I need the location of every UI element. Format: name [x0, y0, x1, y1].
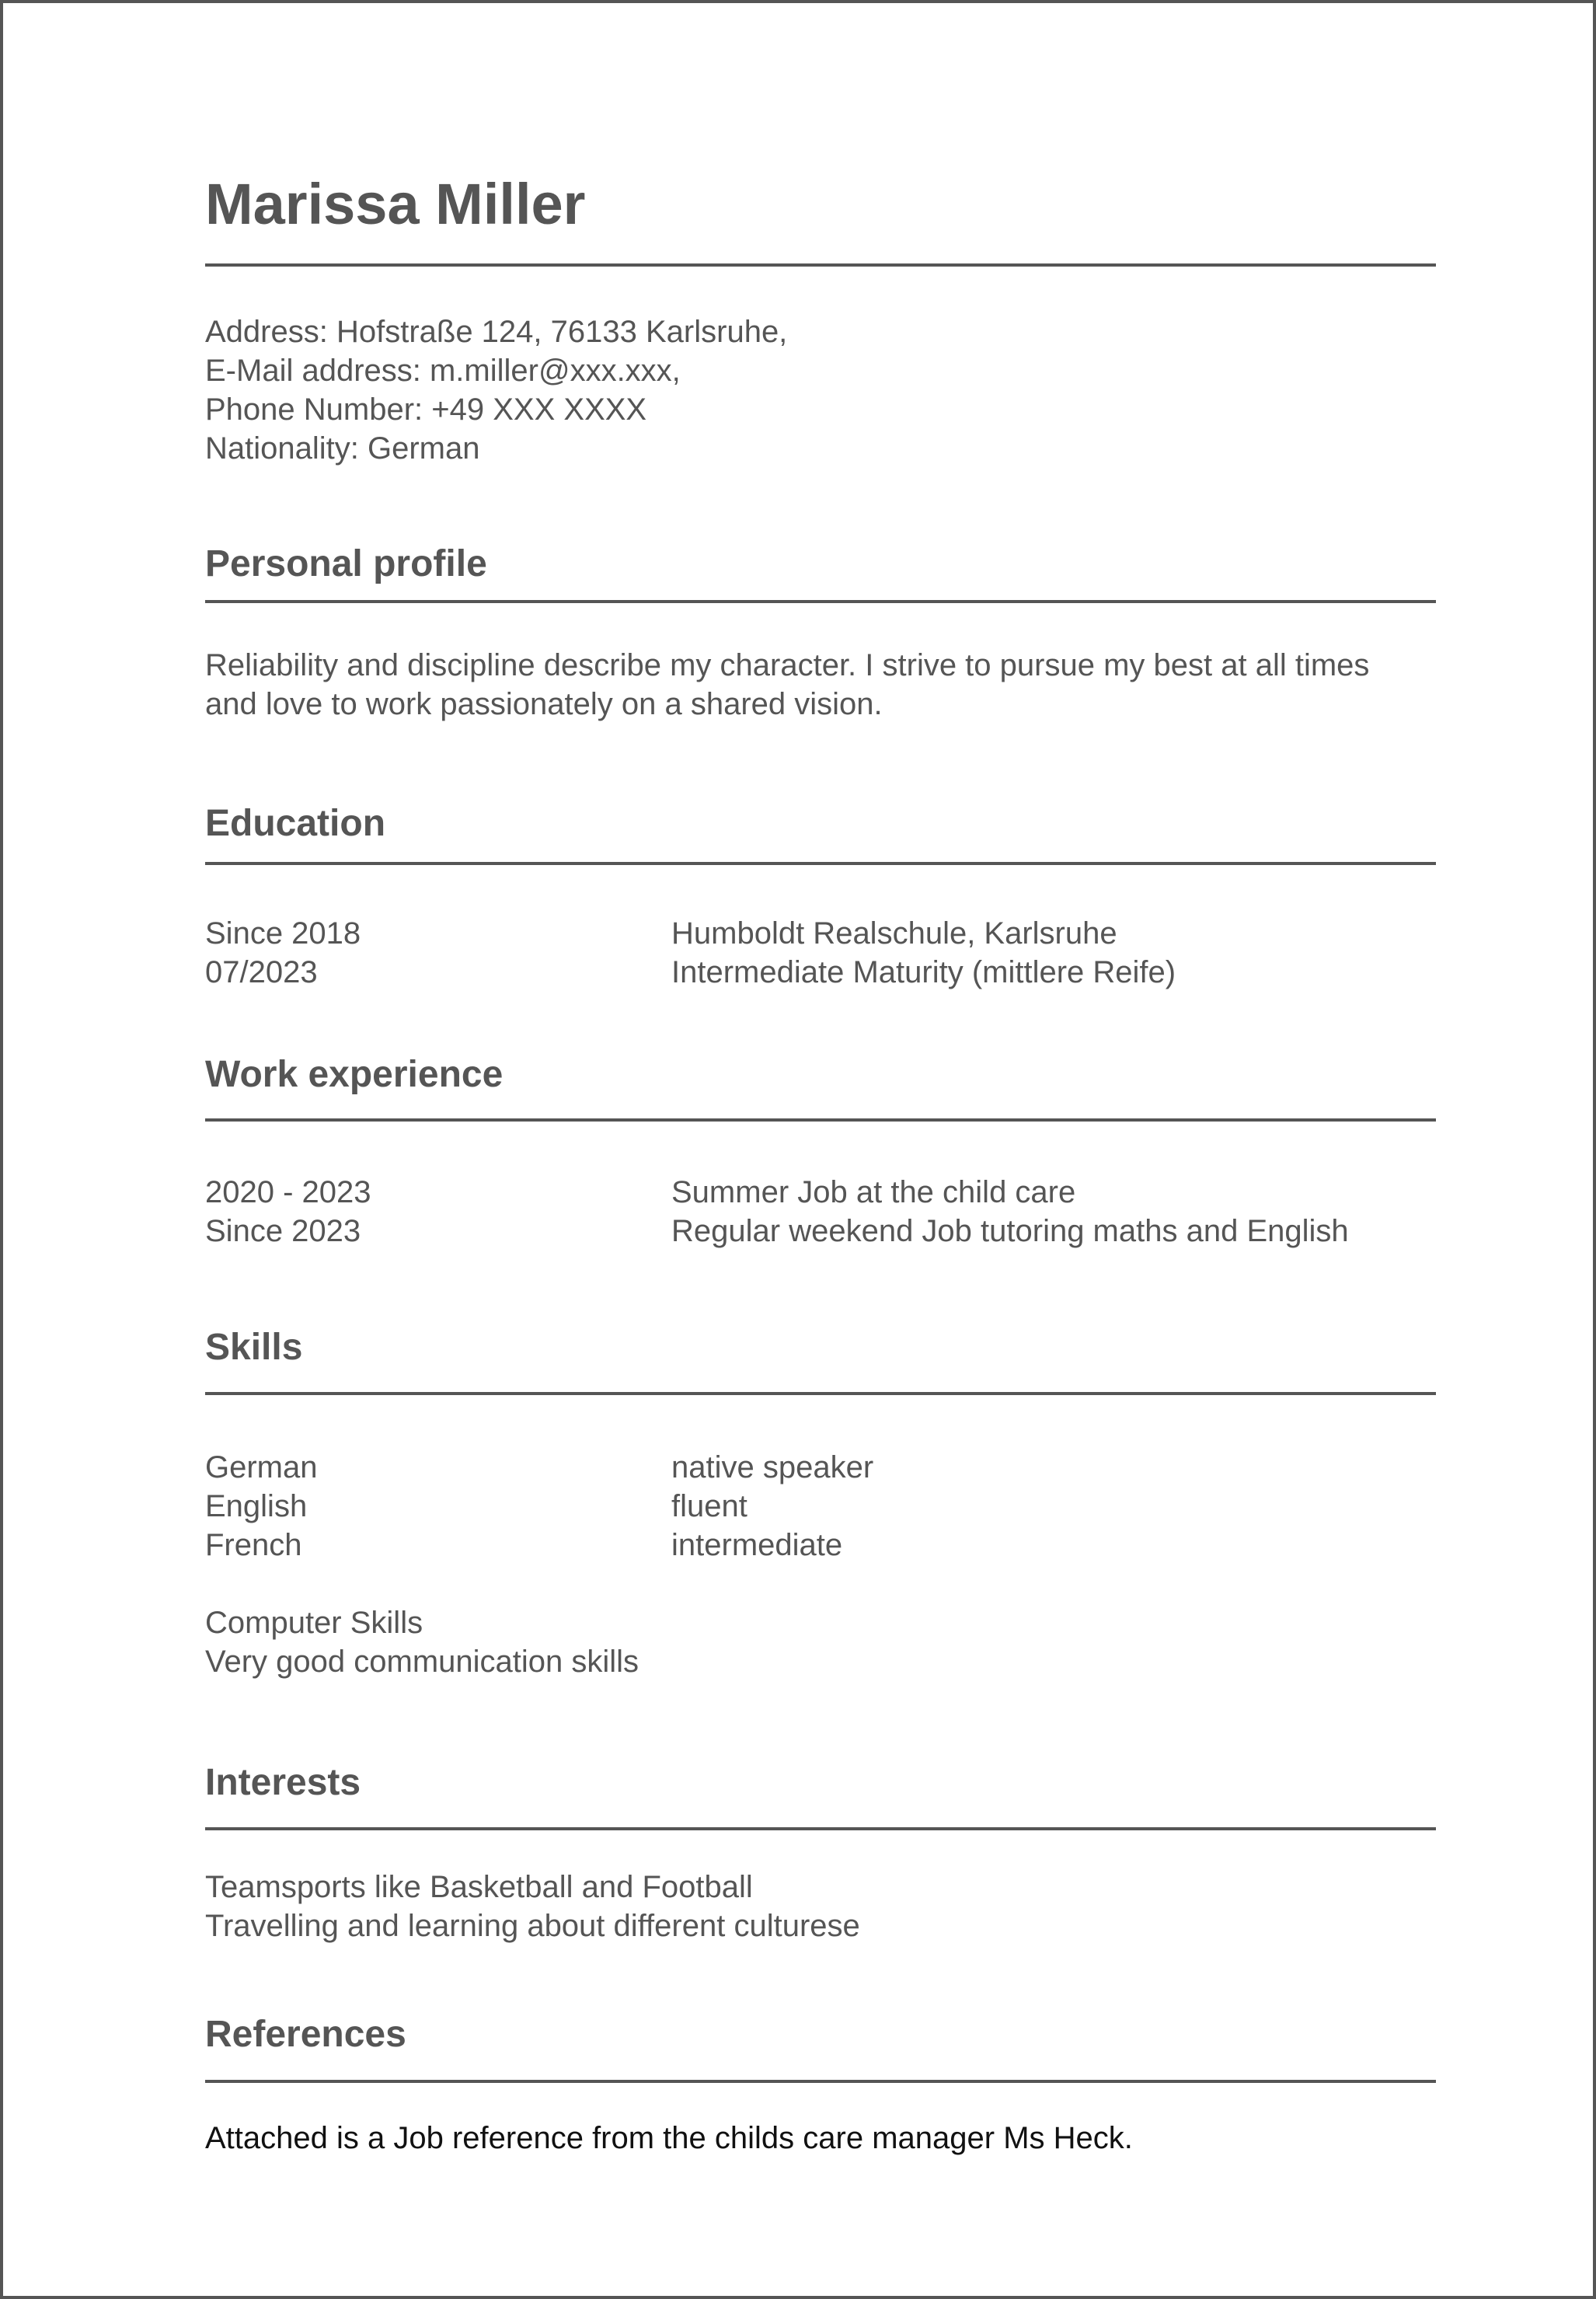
work-row	[205, 1173, 1448, 1212]
interest-item: Teamsports like Basketball and Football	[205, 1870, 753, 1904]
work-divider	[205, 1118, 1436, 1122]
education-row	[205, 914, 1448, 953]
language-name: French	[205, 1528, 302, 1562]
phone-line: Phone Number: +49 XXX XXXX	[205, 392, 647, 427]
profile-text	[205, 646, 1448, 724]
address-line: Address: Hofstraße 124, 76133 Karlsruhe,	[205, 315, 788, 349]
reference-line: Attached is a Job reference from the childs care manager Ms Heck.	[205, 2121, 1133, 2155]
work-detail: Summer Job at the child care	[671, 1175, 1076, 1209]
profile-divider	[205, 600, 1436, 603]
language-skills-list	[205, 1448, 1448, 1565]
profile-line: and love to work passionately on a shared vision.	[205, 687, 883, 721]
language-level: native speaker	[671, 1450, 874, 1484]
other-skill: Very good communication skills	[205, 1645, 639, 1679]
education-date: 07/2023	[205, 955, 318, 989]
education-divider	[205, 862, 1436, 865]
work-detail: Regular weekend Job tutoring maths and English	[671, 1214, 1349, 1248]
nationality-line: Nationality: German	[205, 431, 480, 466]
other-skill: Computer Skills	[205, 1606, 423, 1640]
interest-item: Travelling and learning about different culturese	[205, 1909, 860, 1943]
profile-heading: Personal profile	[205, 543, 487, 584]
name-divider	[205, 263, 1436, 267]
interests-list	[205, 1868, 1448, 1945]
work-date: 2020 - 2023	[205, 1175, 371, 1209]
language-row	[205, 1487, 1448, 1526]
skills-heading: Skills	[205, 1327, 303, 1368]
email-line: E-Mail address: m.miller@xxx.xxx,	[205, 354, 681, 388]
education-row	[205, 953, 1448, 992]
references-text	[205, 2119, 1448, 2158]
education-detail: Intermediate Maturity (mittlere Reife)	[671, 955, 1176, 989]
contact-block	[205, 312, 787, 468]
candidate-name: Marissa Miller	[205, 172, 586, 236]
references-divider	[205, 2080, 1436, 2083]
education-date: Since 2018	[205, 916, 361, 951]
work-heading: Work experience	[205, 1054, 504, 1095]
education-list	[205, 914, 1448, 992]
interests-heading: Interests	[205, 1762, 361, 1803]
language-name: German	[205, 1450, 318, 1484]
education-heading: Education	[205, 803, 386, 844]
references-heading: References	[205, 2014, 406, 2055]
education-detail: Humboldt Realschule, Karlsruhe	[671, 916, 1117, 951]
other-skills-list	[205, 1603, 1448, 1681]
language-row	[205, 1448, 1448, 1487]
language-name: English	[205, 1489, 308, 1523]
profile-line: Reliability and discipline describe my character. I strive to pursue my best at all times	[205, 648, 1370, 682]
skills-divider	[205, 1392, 1436, 1395]
work-date: Since 2023	[205, 1214, 361, 1248]
language-level: intermediate	[671, 1528, 843, 1562]
work-list	[205, 1173, 1448, 1251]
interests-divider	[205, 1827, 1436, 1830]
work-row	[205, 1212, 1448, 1251]
language-row	[205, 1526, 1448, 1565]
language-level: fluent	[671, 1489, 747, 1523]
